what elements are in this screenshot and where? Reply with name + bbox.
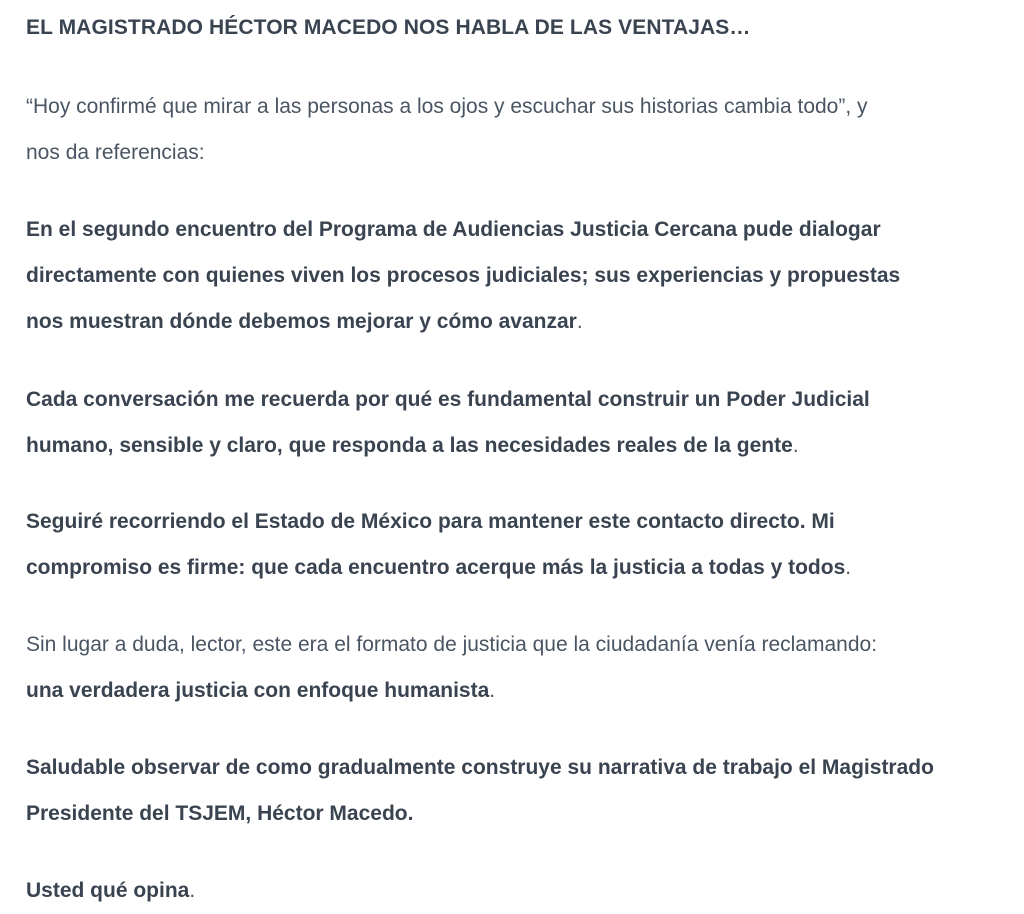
quote-1-line-1: En el segundo encuentro del Programa de Audiencias Justicia Cercana pude dialogar [26,218,881,241]
author-comment-line-2-wrapper [26,668,877,714]
quote-3-line-2-wrapper [26,545,851,591]
quote-2-line-1: Cada conversación me recuerda por qué es fundamental construir un Poder Judicial [26,388,870,411]
quote-3-line-1: Seguiré recorriendo el Estado de México para mantener este contacto directo. Mi [26,510,835,533]
author-comment-paragraph [26,622,877,714]
quote-3-period: . [845,556,852,579]
quote-2-period: . [792,434,799,457]
quote-2-line-2: humano, sensible y claro, que responda a las necesidades reales de la gente [26,434,793,457]
quote-1-line-2: directamente con quienes viven los procesos judiciales; sus experiencias y propuestas [26,264,901,287]
closing-observation-paragraph [26,745,934,837]
author-comment-period: . [489,679,496,702]
intro-quote-line-2: nos da referencias: [26,141,205,164]
closing-question-wrapper [26,868,195,914]
closing-question-paragraph [26,868,195,914]
closing-question: Usted qué opina [26,879,190,902]
quote-2-line-2-wrapper [26,423,870,469]
intro-quote-paragraph [26,84,868,176]
author-comment-line-2: una verdadera justicia con enfoque humanista [26,679,490,702]
quote-3-line-2: compromiso es firme: que cada encuentro acerque más la justicia a todas y todos [26,556,846,579]
article-heading: EL MAGISTRADO HÉCTOR MACEDO NOS HABLA DE LAS VENTAJAS… [26,16,751,39]
closing-observation-line-1: Saludable observar de como gradualmente construye su narrativa de trabajo el Magistrado [26,756,934,779]
intro-quote-line-1: “Hoy confirmé que mirar a las personas a los ojos y escuchar sus historias cambia todo”, y [26,95,868,118]
quote-1-period: . [576,310,583,333]
closing-question-period: . [189,879,196,902]
quote-1-line-3: nos muestran dónde debemos mejorar y cómo avanzar [26,310,577,333]
author-comment-line-1: Sin lugar a duda, lector, este era el formato de justicia que la ciudadanía venía reclamando: [26,633,878,656]
quote-paragraph-3 [26,499,851,591]
quote-paragraph-2 [26,377,870,469]
closing-observation-line-2: Presidente del TSJEM, Héctor Macedo. [26,802,414,825]
quote-paragraph-1 [26,207,900,345]
quote-1-line-3-wrapper [26,299,900,345]
